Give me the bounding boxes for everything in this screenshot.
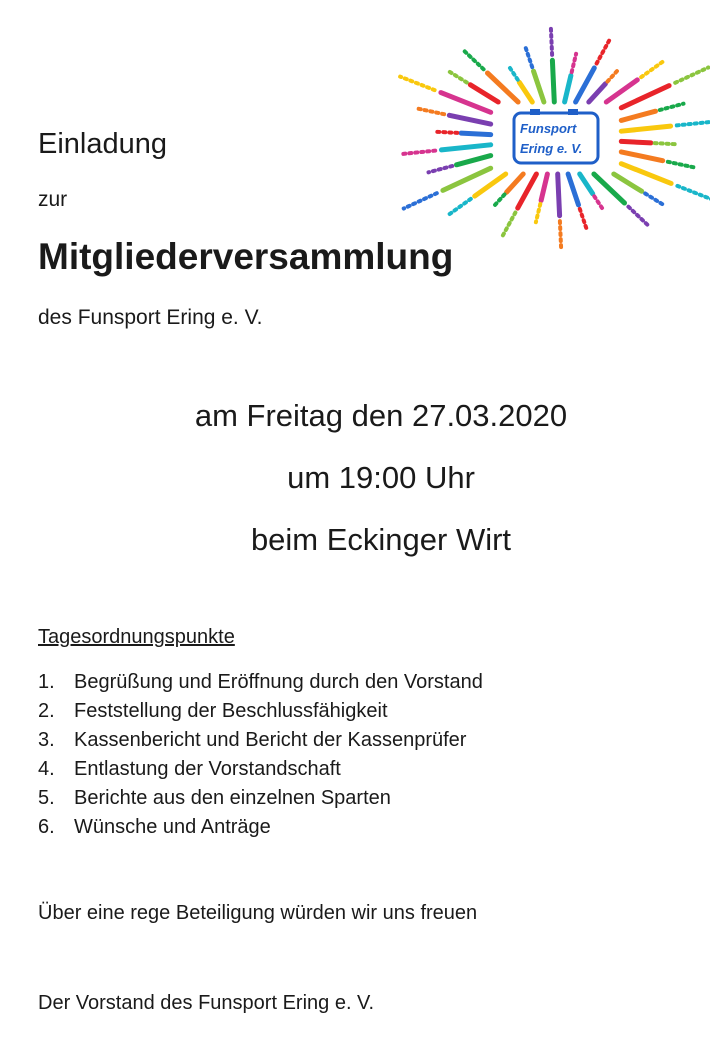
logo-ray [441,145,490,150]
agenda-item-number: 3. [38,729,55,751]
logo-ray [400,77,435,91]
logo-ray [572,54,576,72]
agenda-item-number: 1. [38,671,55,693]
event-place: beim Eckinger Wirt [250,522,512,557]
club-name: des Funsport Ering e. V. [38,306,263,329]
agenda-item [38,697,483,726]
logo-ray [655,143,676,144]
logo-ray [628,207,649,227]
logo-text-line1: Funsport [520,121,577,136]
agenda-item-number: 6. [38,816,55,838]
logo-ray [470,85,498,102]
logo-text-line2: Ering e. V. [520,141,583,156]
agenda-item [38,755,483,784]
logo-ray [401,151,435,155]
logo-ray [457,156,491,165]
logo-ray [675,68,708,83]
logo-ray [621,141,651,143]
closing-text: Über eine rege Beteiligung würden wir uns freuen [38,902,478,924]
logo-ray [568,174,578,205]
agenda-item-text: Wünsche und Anträge [74,816,271,838]
logo-ray [565,76,571,103]
logo-ray [416,108,445,114]
logo-ray [560,221,561,250]
logo-ray [475,174,506,196]
logo-ray [580,209,587,230]
logo-ray [580,174,593,194]
logo-ray [668,162,697,168]
logo-ray [503,213,516,237]
event-date: am Freitag den 27.03.2020 [194,398,568,433]
agenda-item [38,813,483,842]
logo-ray [448,71,467,83]
logo-ray [621,152,662,161]
logo-ray [606,80,637,102]
invitation-zur: zur [38,188,68,211]
logo-frame-notch [568,109,578,115]
page-title: Mitgliederversammlung [38,236,454,277]
logo-frame-notch [530,109,540,115]
agenda-item-text: Feststellung der Beschlussfähigkeit [74,700,388,722]
signature: Der Vorstand des Funsport Ering e. V. [38,992,375,1014]
logo-ray [541,174,547,201]
logo-ray [525,46,532,67]
logo-ray [519,82,532,102]
logo-ray [660,104,684,110]
logo-ray [645,194,664,206]
logo-ray [594,196,603,210]
logo-ray [608,69,620,82]
agenda-list [38,668,483,842]
agenda-item-text: Kassenbericht und Bericht der Kassenprüfer [74,729,467,751]
logo-ray [552,60,554,102]
agenda-item-text: Berichte aus den einzelnen Sparten [74,787,391,809]
agenda-item [38,668,483,697]
agenda-item [38,726,483,755]
logo-ray [621,126,670,131]
event-time: um 19:00 Uhr [287,460,475,495]
logo-ray [641,62,662,77]
agenda-item-number: 4. [38,758,55,780]
logo-ray [551,26,552,55]
agenda-item-text: Entlastung der Vorstandschaft [74,758,341,780]
logo-ray [589,84,606,102]
logo-ray [558,174,560,216]
agenda-item [38,784,483,813]
logo-ray [429,166,453,172]
logo-ray [621,111,655,120]
club-logo [392,6,710,264]
agenda-item-number: 5. [38,787,55,809]
logo-ray [534,71,544,102]
logo-ray [677,186,710,200]
logo-ray [437,132,458,133]
logo-ray [449,199,470,214]
logo-ray [493,195,505,208]
logo-ray [597,40,610,64]
logo-ray [404,193,437,208]
agenda-item-number: 2. [38,700,55,722]
logo-ray [677,122,710,126]
logo-ray [536,204,540,222]
agenda-item-text: Begrüßung und Eröffnung durch den Vorstand [74,671,483,693]
logo-ray [614,174,642,191]
logo-ray [462,49,483,69]
logo-ray [507,174,524,192]
logo-ray [461,133,491,135]
agenda-title: Tagesordnungspunkte [38,626,235,648]
logo-ray [449,115,490,124]
invitation-heading: Einladung [38,128,167,160]
logo-ray [509,66,518,80]
